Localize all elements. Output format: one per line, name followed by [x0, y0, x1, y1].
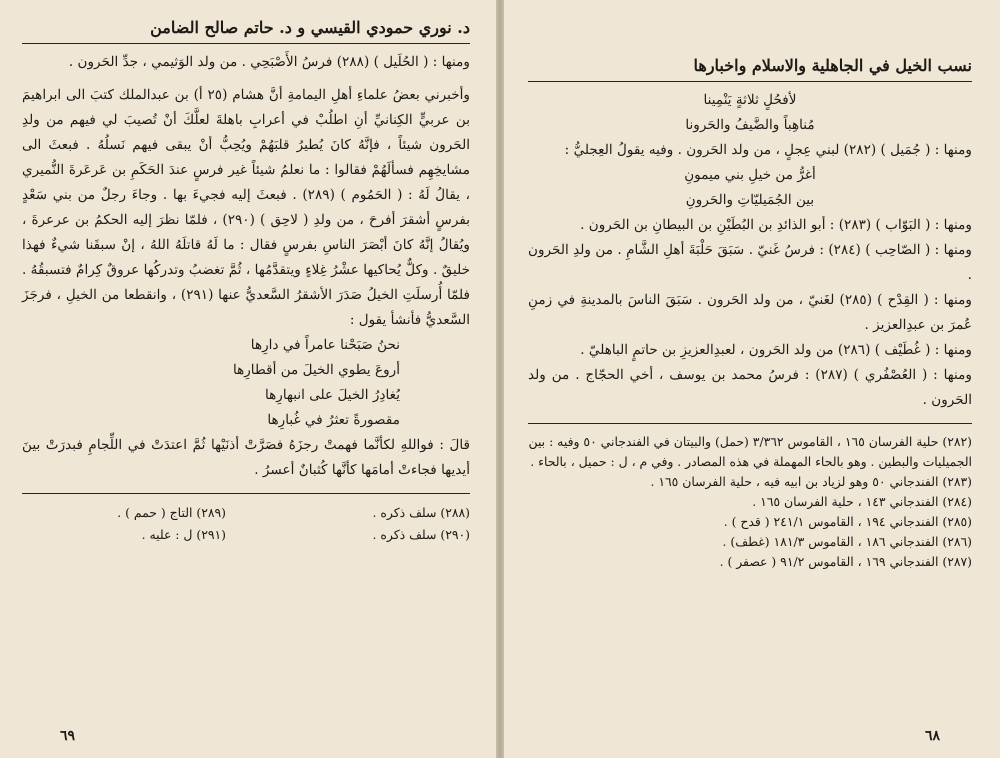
- left-footnotes-left-column: [22, 502, 226, 546]
- right-paragraph-jumayl: ومنها : ( جُمَيل ) (٢٨٢) لبني عِجلٍ ، من ولد الحَرون . وفيه يقولُ العِجليُّ :: [564, 142, 972, 158]
- left-verse-1: نحنُ صَبَحْنا عامراً في دارِها: [250, 337, 400, 353]
- right-paragraph-usfuri: ومنها : ( العُصْفُري ) (٢٨٧) : فرسُ محمد بن يوسف ، أخي الحجّاج . من ولد الحَرون .: [528, 367, 972, 408]
- right-top-verse-1: لأفحُلٍ ثلاثةٍ يَنْمِينا: [703, 92, 797, 108]
- right-footnotes: [528, 432, 972, 572]
- footnote-286: (٢٨٦) الفندجاني ١٨٦ ، القاموس ١٨١/٣ (غطف) .: [722, 534, 972, 549]
- right-footnote-rule: [528, 423, 972, 424]
- left-page-number: ٦٩: [60, 728, 76, 744]
- right-paragraph-bawwab: ومنها : ( البَوّاب ) (٢٨٣) : أبو الذائدِ بن البُطَيْنِ بن البيطانِ بن الحَرون .: [580, 217, 972, 233]
- left-closing-paragraph: قالَ : فواللهِ لكأنَّما فهمتْ رجزَهُ فصَرَّتْ أذنَيْها ثُمَّ اعتدَتْ في اللِّجامِ فبدرَتْ بينَ أيديها فجاءتْ أمامَها كأنَّها كُثبانٌ أعسرُ .: [22, 437, 470, 478]
- footnote-284: (٢٨٤) الفندجاني ١٤٣ ، حلية الفرسان ١٦٥ .: [752, 494, 972, 509]
- footnote-288: (٢٨٨) سلف ذكره .: [372, 505, 470, 520]
- footnote-291: (٢٩١) ل : عليه .: [141, 527, 226, 542]
- left-verse-2: أروعَ يطوي الخيلَ من أقطارِها: [232, 362, 400, 378]
- left-verse-4: مقصورةً تعثرُ في غُبارِها: [267, 412, 400, 428]
- footnote-283: (٢٨٣) الفندجاني ٥٠ وهو لزياد بن ابيه فيه ، حلية الفرسان ١٦٥ .: [650, 474, 972, 489]
- right-paragraph-sahib: ومنها : ( الصّاحِب ) (٢٨٤) : فرسُ غَنيّ . سَبَقَ حَلْبَةَ أهلِ الشَّامِ . من ولدِ الحَرون .: [528, 242, 972, 283]
- right-middle-verse-1: أغرُّ من خيلِ بني ميمونِ: [684, 167, 816, 183]
- left-page: [0, 0, 496, 758]
- footnote-290: (٢٩٠) سلف ذكره .: [372, 527, 470, 542]
- footnote-289: (٢٨٩) التاج ( حمم ) .: [117, 505, 226, 520]
- left-paragraph-2: وأخبرني بعضُ علماءِ أهلِ اليمامةِ أنَّ هشام (٢٥ أ) بن عبدالملك كتبَ الى ابراهيمَ بن عربيٍّ الكِنانيِّ أنِ اطلُبْ في أعرابِ باهلةَ لعلَّكَ أنْ تُصيبَ لي فيهم من ولدِ الحَرون شيئاً ، فإنَّهُ كانَ يُطيرُ قلبَهُمْ ويُحِبُّ أنْ يبقى فيهم نَسلُهُ . فبعثَ الى مشايخِهِم فسألَهُمْ فقالوا : ما نعلمُ شيئاً غير فرسٍ عندَ الحَكَمِ بن عَرعَرةَ النُّميري ، يقالُ لَهُ : ( الحَمُوم ) (٢٨٩) . فبعثَ إليه فجيءَ بها . وجاءَ رجلٌ من بني سَعْدٍ بفرسٍ أشقرَ أفرحَ ، من ولدِ ( لاحِق ) (٢٩٠) ، فلمّا نظرَ إليه الحكمُ بن عرعرةَ ، ويُقالُ إنَّهُ كانَ أبْصَرَ الناسِ بفرسٍ فقال : ما لَهُ قاتلَهُ اللهُ ، إنْ سبقَنا شيءٌ فهذا خليقٌ . وكلٌّ يُحاكيها عشْرُ غِلاءٍ ويتقدَّمُها ، ثُمَّ تغضبُ وتدركُها عروقٌ كِرامٌ فتسبقُهُ . فلمّا أُرسلَتِ الخيلُ صَدَرَ الأشقرُ السَّعديُّ عنها (٢٩١) ، وانقطعا من الخيلِ ، فرجَزَ السَّعديُّ فأنشأ يقول :: [22, 87, 470, 328]
- right-paragraph-ghutayf: ومنها : ( غُطَيْف ) (٢٨٦) من ولد الحَرون ، لعبدِالعزيزِ بن حاتمٍ الباهليّ .: [580, 342, 972, 358]
- left-paragraph-1: ومنها : ( الحُلَيل ) (٢٨٨) فرسُ الأَصْبَحِي . من ولد الوَثيمي ، جدِّ الحَرون .: [68, 54, 470, 70]
- right-top-verse-2: مُناهِباً والضَّيفُ والحَرونا: [685, 117, 815, 133]
- footnote-285: (٢٨٥) الفندجاني ١٩٤ ، القاموس ٢٤١/١ ( قدح ) .: [723, 514, 972, 529]
- footnote-282: (٢٨٢) حلية الفرسان ١٦٥ ، القاموس ٣/٣٦٢ (حمل) والبيتان في الفندجاني ٥٠ وفيه : بين الجميليات والبطين . وهو بالحاء المهملة في هذه المصادر . وفي م ، ل : حميل ، بالحاء .: [528, 434, 972, 469]
- book-gutter: [496, 0, 504, 758]
- left-footnote-rule: [22, 493, 470, 494]
- left-verse-3: يُغادِرُ الخيلَ على انبهارِها: [264, 387, 400, 403]
- left-running-header: د. نوري حمودي القيسي و د. حاتم صالح الضامن: [22, 18, 470, 44]
- right-page-number: ٦٨: [924, 728, 940, 744]
- right-running-header: نسب الخيل في الجاهلية والاسلام واخبارها: [528, 56, 972, 82]
- left-footnotes: [22, 502, 470, 546]
- footnote-287: (٢٨٧) الفندجاني ١٦٩ ، القاموس ٩١/٢ ( عصفر ) .: [719, 554, 972, 569]
- right-middle-verse-2: بين الجُمَيليّاتِ والحَرونِ: [685, 192, 815, 208]
- right-paragraph-qidh: ومنها : ( القِدْح ) (٢٨٥) لغَنيّ ، من ولد الحَرون . سَبَقَ الناسَ بالمدينةِ في زمنِ عُمرَ بن عبدِالعزيز .: [528, 292, 972, 333]
- right-page: [504, 0, 1000, 758]
- left-footnotes-right-column: [266, 502, 470, 546]
